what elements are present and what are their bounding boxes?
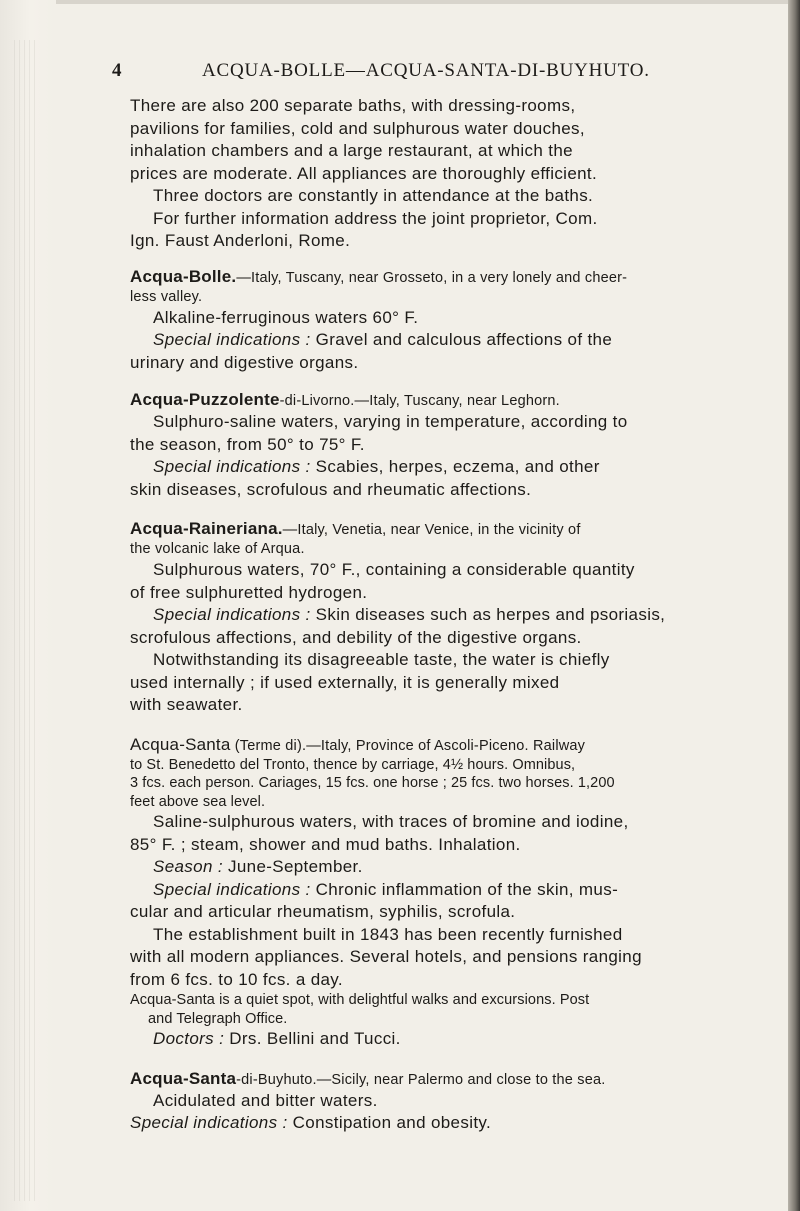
indications-label: Special indications : [153,605,311,624]
indications-text: Gravel and calculous affections of the [310,330,613,349]
entry-name-suffix: -di-Buyhuto. [236,1071,317,1088]
entry-acqua-santa [98,735,768,1051]
entry-line: Sulphuro-saline waters, varying in temperature, according to [153,412,628,431]
page-number: 4 [112,60,122,81]
entry-line: scrofulous affections, and debility of the digestive organs. [130,627,582,647]
entry-line: 85° F. ; steam, shower and mud baths. Inhalation. [130,834,521,854]
scan-binding-edge [0,0,56,1211]
entry-note: and Telegraph Office. [148,1010,288,1027]
entry-line: used internally ; if used externally, it is generally mixed [130,672,560,692]
entry-location: —Italy, Tuscany, near Grosseto, in a very lonely and cheer- [236,269,628,286]
doctors-label: Doctors : [153,1029,225,1048]
entry-heading [98,519,768,540]
entry-name: Acqua-Santa [130,734,231,754]
entry-location-cont: the volcanic lake of Arqua. [130,541,305,557]
entry-acqua-raineriana [98,519,768,717]
indications-label: Special indications : [153,879,311,899]
intro-line: pavilions for families, cold and sulphurous water douches, [130,118,585,138]
entry-note: Acqua-Santa is a quiet spot, with delightful walks and excursions. Post [130,992,590,1008]
indications-label: Special indications : [130,1113,288,1132]
entry-location: —Sicily, near Palermo and close to the sea. [316,1071,606,1088]
entry-name-suffix: -di-Livorno. [279,393,355,409]
book-page [98,60,768,1135]
entry-name: Acqua-Puzzolente [130,390,280,409]
scan-right-edge [788,0,800,1211]
entry-line: Saline-sulphurous waters, with traces of bromine and iodine, [153,812,629,831]
entry-name: Acqua-Raineriana. [130,519,283,538]
indications-text: Skin diseases such as herpes and psoriasis, [310,605,666,624]
entry-line: with seawater. [130,695,243,714]
entry-heading [98,1069,768,1090]
entry-location-cont: to St. Benedetto del Tronto, thence by carriage, 4½ hours. Omnibus, [130,756,576,773]
entry-indications [98,604,768,627]
entry-acqua-santa-di-buyhuto [98,1069,768,1135]
entry-season [98,856,768,879]
running-head [98,60,768,88]
intro-line: Ign. Faust Anderloni, Rome. [130,231,351,250]
entry-line: Notwithstanding its disagreeable taste, the water is chiefly [153,650,610,669]
running-title: ACQUA-BOLLE—ACQUA-SANTA-DI-BUYHUTO. [202,60,650,81]
entry-line: Acidulated and bitter waters. [153,1090,378,1110]
entry-line: with all modern appliances. Several hotels, and pensions ranging [130,947,642,966]
indications-text: Chronic inflammation of the skin, mus- [310,879,619,899]
entry-name-suffix: (Terme di). [230,737,307,754]
entry-doctors [98,1028,768,1051]
entry-line: Sulphurous waters, 70° F., containing a considerable quantity [153,560,635,579]
intro-line: inhalation chambers and a large restaurant, at which the [130,141,573,160]
entry-acqua-puzzolente [98,390,768,501]
entry-location: —Italy, Tuscany, near Leghorn. [354,393,560,409]
entry-heading [98,267,768,288]
entry-line: the season, from 50° to 75° F. [130,434,365,454]
indications-label: Special indications : [153,330,311,349]
indications-label: Special indications : [153,457,311,476]
entry-heading [98,390,768,411]
entry-heading [98,735,768,756]
entry-indications [98,456,768,479]
entry-line: of free sulphuretted hydrogen. [130,582,368,602]
entry-location-cont: feet above sea level. [130,793,266,810]
intro-line: For further information address the joint proprietor, Com. [153,208,598,228]
indications-text: Scabies, herpes, eczema, and other [310,457,600,476]
entry-location: —Italy, Venetia, near Venice, in the vicinity of [282,522,581,538]
entry-location: —Italy, Province of Ascoli-Piceno. Railway [306,737,586,754]
entry-line: from 6 fcs. to 10 fcs. a day. [130,969,343,989]
intro-line: Three doctors are constantly in attendance at the baths. [153,186,594,205]
season-text: June-September. [222,857,363,876]
entry-waters: Alkaline-ferruginous waters 60° F. [153,307,419,327]
entry-line: cular and articular rheumatism, syphilis, scrofula. [130,902,516,921]
entry-acqua-bolle [98,267,768,375]
entry-location-cont: 3 fcs. each person. Cariages, 15 fcs. one horse ; 25 fcs. two horses. 1,200 [130,775,615,791]
entry-indications-cont: skin diseases, scrofulous and rheumatic affections. [130,479,532,499]
entry-indications-cont: urinary and digestive organs. [130,352,359,372]
intro-line: There are also 200 separate baths, with dressing-rooms, [130,96,576,115]
doctors-text: Drs. Bellini and Tucci. [224,1029,401,1048]
entry-indications [98,879,768,902]
season-label: Season : [153,857,223,876]
intro-paragraph [98,95,768,253]
entry-name: Acqua-Bolle. [130,266,237,286]
entry-name: Acqua-Santa [130,1068,237,1088]
entry-indications [98,329,768,352]
intro-line: prices are moderate. All appliances are thoroughly efficient. [130,163,598,183]
entry-line: The establishment built in 1843 has been recently furnished [153,924,623,944]
indications-text: Constipation and obesity. [287,1113,492,1132]
entry-location-cont: less valley. [130,288,203,305]
entry-indications [98,1112,768,1135]
scan-top-edge [0,0,800,4]
